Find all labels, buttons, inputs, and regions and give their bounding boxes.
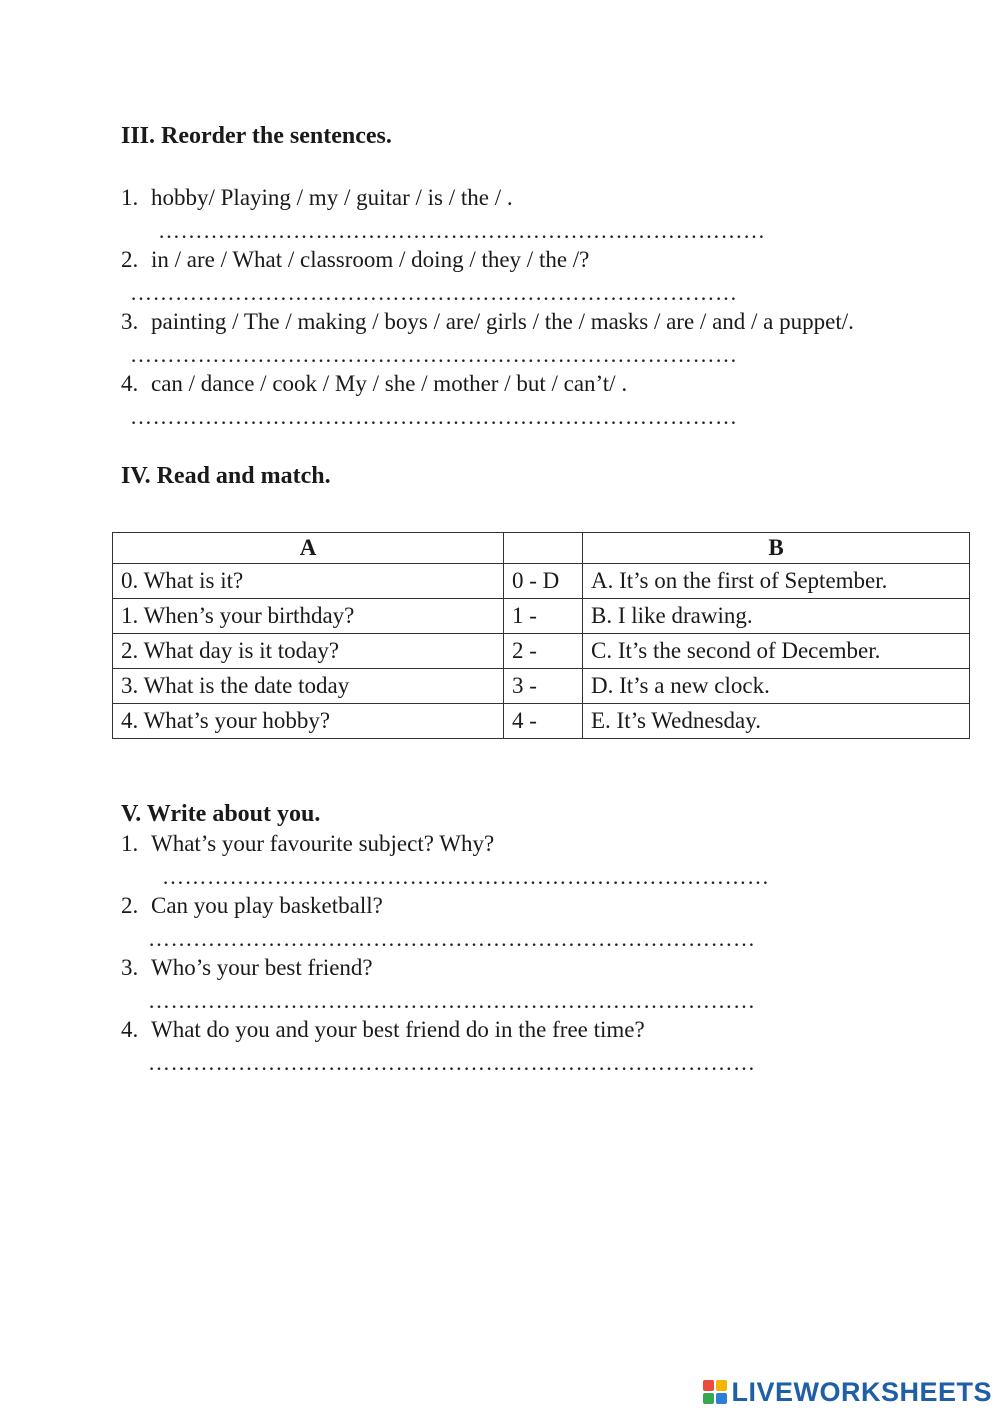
answer-cell[interactable]: 4 - bbox=[504, 704, 583, 739]
reorder-question-1 bbox=[121, 184, 513, 212]
question-text: in / are / What / classroom / doing / they / the /? bbox=[151, 247, 590, 272]
table-row bbox=[113, 599, 970, 634]
write-answer-line-2[interactable]: ……………………………………………………………………… bbox=[148, 926, 756, 951]
question-number: 4. bbox=[121, 1017, 139, 1042]
question-text: What do you and your best friend do in the free time? bbox=[151, 1017, 645, 1042]
question-text: What’s your favourite subject? Why? bbox=[151, 831, 495, 856]
question-text: hobby/ Playing / my / guitar / is / the / . bbox=[151, 185, 513, 210]
question-cell: 1. When’s your birthday? bbox=[113, 599, 504, 634]
question-number: 2. bbox=[121, 247, 139, 272]
option-cell: D. It’s a new clock. bbox=[583, 669, 970, 704]
write-answer-line-1[interactable]: ……………………………………………………………………… bbox=[162, 864, 770, 889]
question-number: 3. bbox=[121, 955, 139, 980]
answer-cell[interactable]: 0 - D bbox=[504, 564, 583, 599]
question-number: 3. bbox=[121, 309, 139, 334]
section-heading-write: V. Write about you. bbox=[121, 801, 321, 827]
liveworksheets-logo[interactable] bbox=[703, 1377, 992, 1407]
answer-cell[interactable]: 2 - bbox=[504, 634, 583, 669]
option-cell: E. It’s Wednesday. bbox=[583, 704, 970, 739]
column-header-b: B bbox=[583, 533, 970, 564]
column-header-a: A bbox=[113, 533, 504, 564]
write-question-1 bbox=[121, 830, 494, 858]
matching-table bbox=[112, 532, 970, 739]
write-question-4 bbox=[121, 1016, 645, 1044]
write-answer-line-3[interactable]: ……………………………………………………………………… bbox=[148, 988, 756, 1013]
logo-tile bbox=[716, 1393, 727, 1404]
option-cell: B. I like drawing. bbox=[583, 599, 970, 634]
logo-tile bbox=[703, 1380, 714, 1391]
question-number: 1. bbox=[121, 185, 139, 210]
reorder-answer-line-4[interactable]: ……………………………………………………………………… bbox=[130, 404, 738, 429]
table-header-row bbox=[113, 533, 970, 564]
reorder-question-4 bbox=[121, 370, 627, 398]
section-heading-match: IV. Read and match. bbox=[121, 463, 331, 489]
write-answer-line-4[interactable]: ……………………………………………………………………… bbox=[148, 1050, 756, 1075]
question-text: painting / The / making / boys / are/ girls / the / masks / are / and / a puppet/. bbox=[151, 309, 854, 334]
question-cell: 2. What day is it today? bbox=[113, 634, 504, 669]
answer-cell[interactable]: 3 - bbox=[504, 669, 583, 704]
answer-cell[interactable]: 1 - bbox=[504, 599, 583, 634]
question-cell: 0. What is it? bbox=[113, 564, 504, 599]
question-number: 1. bbox=[121, 831, 139, 856]
question-text: Can you play basketball? bbox=[151, 893, 383, 918]
option-cell: C. It’s the second of December. bbox=[583, 634, 970, 669]
reorder-question-2 bbox=[121, 246, 589, 274]
write-question-3 bbox=[121, 954, 373, 982]
reorder-answer-line-1[interactable]: ……………………………………………………………………… bbox=[158, 218, 766, 243]
question-text: Who’s your best friend? bbox=[151, 955, 373, 980]
option-cell: A. It’s on the first of September. bbox=[583, 564, 970, 599]
question-text: can / dance / cook / My / she / mother / but / can’t/ . bbox=[151, 371, 628, 396]
reorder-question-3 bbox=[121, 308, 854, 336]
logo-text: LIVEWORKSHEETS bbox=[731, 1376, 992, 1407]
table-row bbox=[113, 564, 970, 599]
question-number: 4. bbox=[121, 371, 139, 396]
question-cell: 3. What is the date today bbox=[113, 669, 504, 704]
table-row bbox=[113, 704, 970, 739]
column-header-answer bbox=[504, 533, 583, 564]
logo-tile bbox=[716, 1380, 727, 1391]
question-number: 2. bbox=[121, 893, 139, 918]
write-question-2 bbox=[121, 892, 383, 920]
logo-tiles-icon bbox=[703, 1380, 727, 1404]
table-row bbox=[113, 634, 970, 669]
reorder-answer-line-2[interactable]: ……………………………………………………………………… bbox=[130, 280, 738, 305]
reorder-answer-line-3[interactable]: ……………………………………………………………………… bbox=[130, 342, 738, 367]
table-row bbox=[113, 669, 970, 704]
logo-tile bbox=[703, 1393, 714, 1404]
section-heading-reorder: III. Reorder the sentences. bbox=[121, 123, 392, 149]
question-cell: 4. What’s your hobby? bbox=[113, 704, 504, 739]
